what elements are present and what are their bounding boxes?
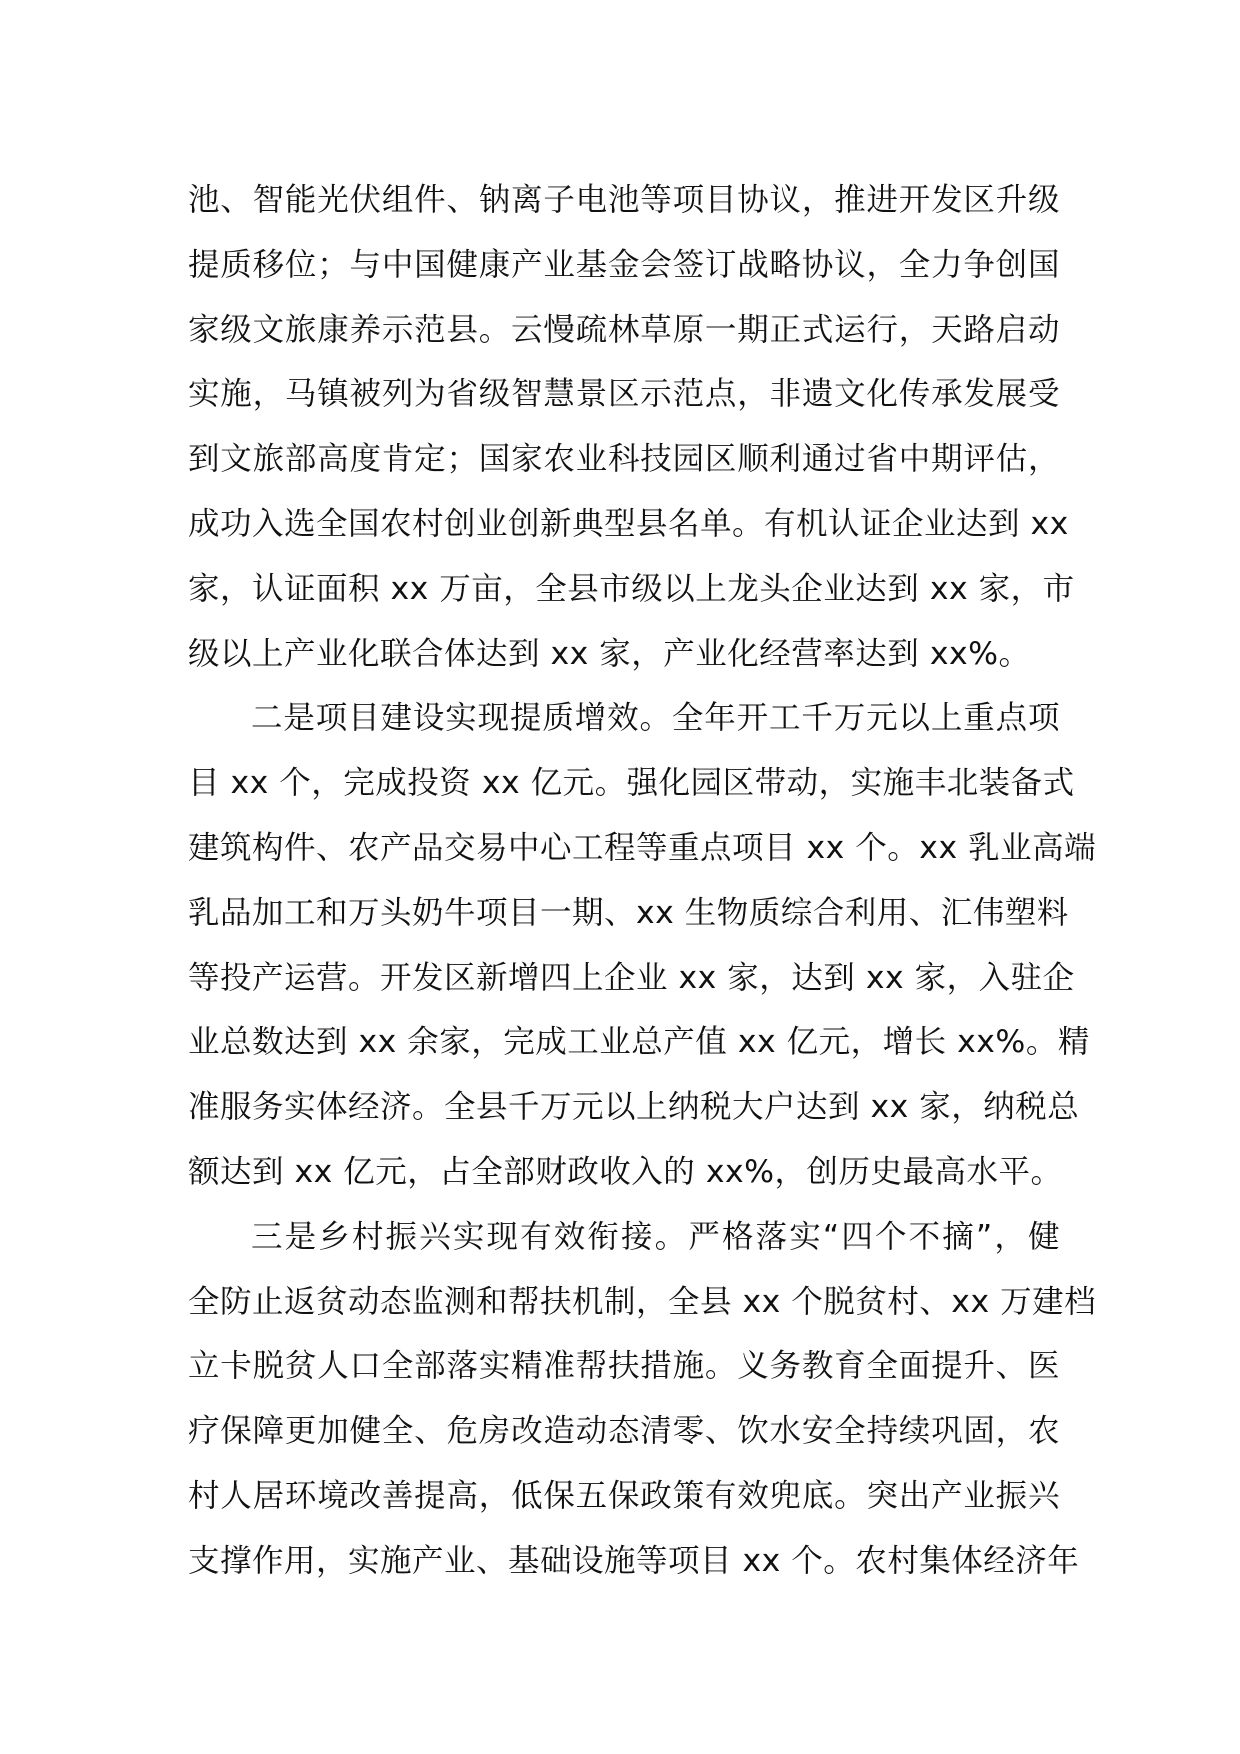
paragraph-start-line: 三是乡村振兴实现有效衔接。严格落实“四个不摘”，健 [251,1218,1060,1255]
text-line: 家级文旅康养示范县。云慢疏林草原一期正式运行，天路启动 [188,311,1060,348]
text-line: 村人居环境改善提高，低保五保政策有效兜底。突出产业振兴 [188,1477,1060,1514]
text-line: 全防止返贫动态监测和帮扶机制，全县 xx 个脱贫村、xx 万建档 [188,1283,1097,1320]
text-line: 提质移位；与中国健康产业基金会签订战略协议，全力争创国 [188,246,1060,283]
text-line: 业总数达到 xx 余家，完成工业总产值 xx 亿元，增长 xx%。精 [188,1024,1090,1061]
text-line: 成功入选全国农村创业创新典型县名单。有机认证企业达到 xx [188,505,1069,542]
text-line: 池、智能光伏组件、钠离子电池等项目协议，推进开发区升级 [188,182,1060,218]
text-line: 立卡脱贫人口全部落实精准帮扶措施。义务教育全面提升、医 [188,1348,1060,1385]
body-text [188,168,1097,1594]
text-line: 到文旅部高度肯定；国家农业科技园区顺利通过省中期评估， [188,441,1060,478]
text-line: 支撑作用，实施产业、基础设施等项目 xx 个。农村集体经济年 [188,1542,1080,1579]
text-line: 建筑构件、农产品交易中心工程等重点项目 xx 个。xx 乳业高端 [188,829,1097,866]
text-line: 额达到 xx 亿元，占全部财政收入的 xx%，创历史最高水平。 [188,1153,1063,1190]
text-line: 目 xx 个，完成投资 xx 亿元。强化园区带动，实施丰北装备式 [188,765,1075,802]
text-line: 等投产运营。开发区新增四上企业 xx 家，达到 xx 家，入驻企 [188,959,1075,996]
text-line: 家，认证面积 xx 万亩，全县市级以上龙头企业达到 xx 家，市 [188,570,1075,607]
text-line: 乳品加工和万头奶牛项目一期、xx 生物质综合利用、汇伟塑料 [188,894,1069,931]
text-line: 级以上产业化联合体达到 xx 家，产业化经营率达到 xx%。 [188,635,1031,672]
text-line: 准服务实体经济。全县千万元以上纳税大户达到 xx 家，纳税总 [188,1089,1080,1126]
paragraph-start-line: 二是项目建设实现提质增效。全年开工千万元以上重点项 [251,700,1060,737]
text-line: 实施，马镇被列为省级智慧景区示范点，非遗文化传承发展受 [188,376,1060,413]
text-line: 疗保障更加健全、危房改造动态清零、饮水安全持续巩固，农 [188,1413,1060,1450]
